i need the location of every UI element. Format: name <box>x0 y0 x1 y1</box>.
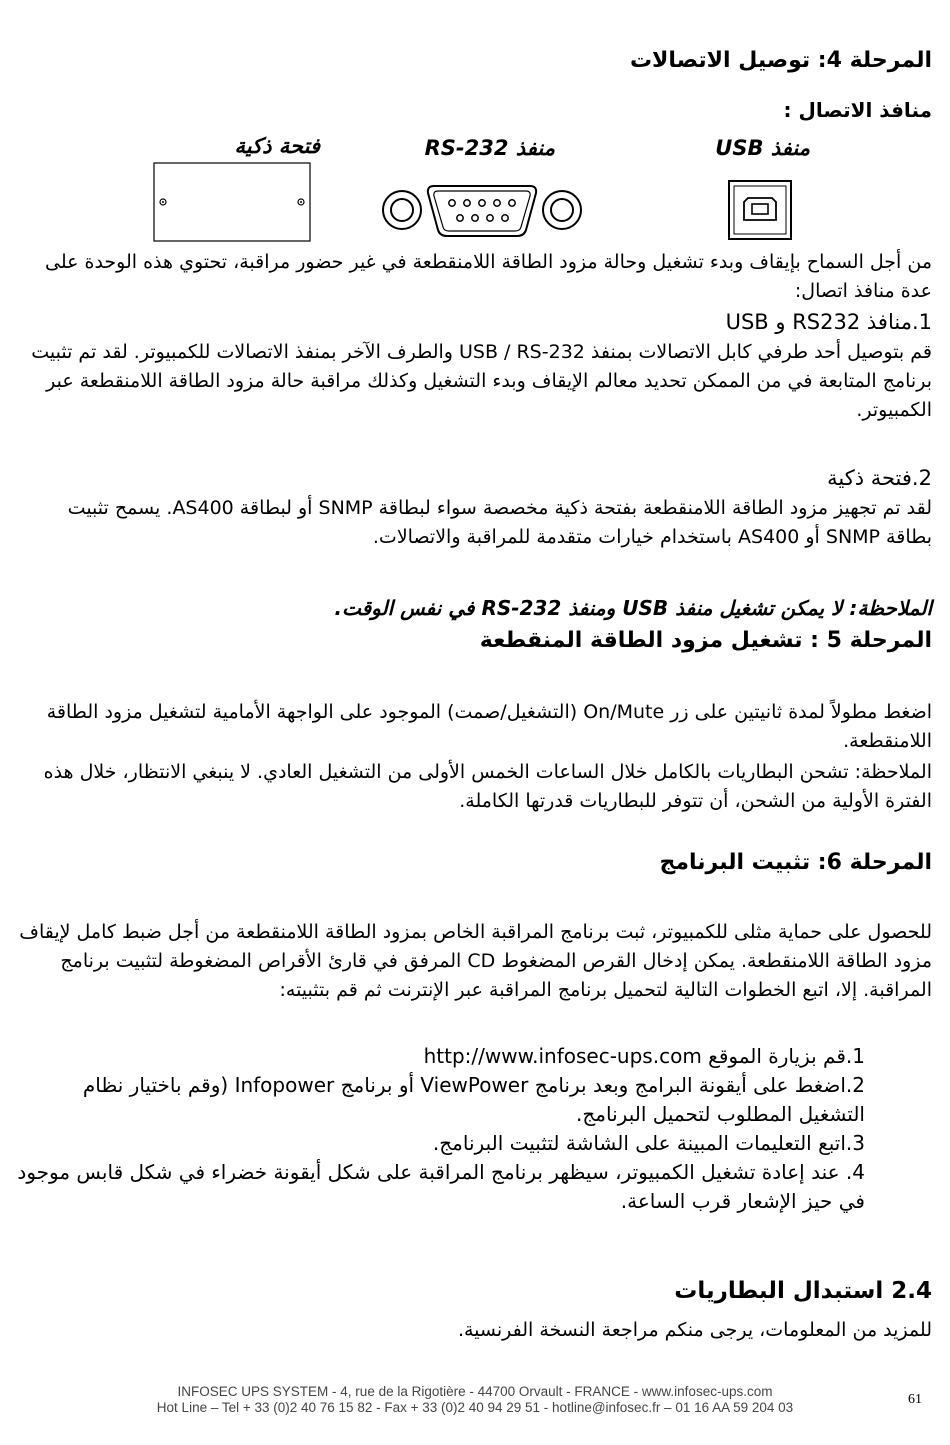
section24-text: للمزيد من المعلومات، يرجى منكم مراجعة النسخة الفرنسية. <box>457 1319 932 1341</box>
footer-address: INFOSEC UPS SYSTEM - 4, rue de la Rigotière - 44700 Orvault - FRANCE - www.infosec-ups.com <box>177 1384 773 1399</box>
install-step: 3.اتبع التعليمات المبينة على الشاشة لتثبيت البرنامج. <box>432 1131 865 1155</box>
item1-text: قم بتوصيل أحد طرفي كابل الاتصالات بمنفذ USB / RS-232 والطرف الآخر بمنفذ الاتصالات للكمبيوتر. لقد تم تثبيت برنامج المتابعة في من الممكن تحديد معالم الإيقاف وبدء التشغيل وكذلك مراقبة حالة مزود الطاقة اللامنقطعة عبر الكمبيوتر. <box>31 341 932 421</box>
install-step: 2.اضغط على أيقونة البرامج وبعد برنامج ViewPower أو برنامج Infopower (وقم باختيار نظام التشغيل المطلوب لتحميل البرنامج. <box>82 1073 865 1126</box>
section6-paragraph: للحصول على حماية مثلى للكمبيوتر، ثبت برنامج المراقبة الخاص بمزود الطاقة اللامنقطعة من أجل ضبط كامل لإيقاف مزود الطاقة اللامنقطعة. يمكن إدخال القرص المضغوط CD المرفق في قارئ الأقراص المضغوطة لتثبيت برنامج المراقبة. إلا، اتبع الخطوات التالية لتحميل برنامج المراقبة عبر الإنترنت ثم قم بتثبيته: <box>19 921 932 1001</box>
section5-title: المرحلة 5 : تشغيل مزود الطاقة المنقطعة <box>479 628 932 653</box>
install-steps-list <box>15 1042 865 1216</box>
rs232-port-label: منفذ RS-232 <box>424 136 555 160</box>
section5-paragraph: اضغط مطولاً لمدة ثانيتين على زر On/Mute (التشغيل/صمت) الموجود على الواجهة الأمامية لتشغيل مزود الطاقة اللامنقطعة. <box>46 701 932 752</box>
smart-slot-label: فتحة ذكية <box>234 134 320 158</box>
footer <box>60 1384 890 1416</box>
rs232-connector-icon <box>380 180 584 240</box>
item2-text: لقد تم تجهيز مزود الطاقة اللامنقطعة بفتحة ذكية مخصصة سواء لبطاقة SNMP أو لبطاقة AS400. يسمح تثبيت بطاقة SNMP أو AS400 باستخدام خيارات متقدمة للمراقبة والاتصالات. <box>67 497 932 548</box>
install-step: 1.قم بزيارة الموقع http://www.infosec-ups.com <box>423 1044 865 1068</box>
section4-title: المرحلة 4: توصيل الاتصالات <box>629 48 932 73</box>
ports-heading: منافذ الاتصال : <box>783 98 932 122</box>
section6-title: المرحلة 6: تثبيت البرنامج <box>659 850 932 875</box>
usb-port-icon <box>728 180 792 240</box>
footer-hotline: Hot Line – Tel + 33 (0)2 40 76 15 82 - Fax + 33 (0)2 40 94 29 51 - hotline@infosec.fr – 01 16 AA 59 204 03 <box>156 1400 794 1415</box>
item2-title: 2.فتحة ذكية <box>827 466 932 490</box>
item1-title: 1.منافذ RS232 و USB <box>725 310 932 334</box>
section24-title: 2.4 استبدال البطاريات <box>674 1278 932 1304</box>
note: الملاحظة: لا يمكن تشغيل منفذ USB ومنفذ RS-232 في نفس الوقت. <box>334 596 932 620</box>
section5-note: الملاحظة: تشحن البطاريات بالكامل خلال الساعات الخمس الأولى من التشغيل العادي. لا ينبغي الانتظار، خلال هذه الفترة الأولية من الشحن، أن تتوفر للبطاريات قدرتها الكاملة. <box>43 761 932 812</box>
page-number: 61 <box>908 1392 922 1407</box>
smart-slot-icon <box>153 162 311 242</box>
usb-port-label: منفذ USB <box>715 136 810 160</box>
ports-intro: من أجل السماح بإيقاف وبدء تشغيل وحالة مزود الطاقة اللامنقطعة في غير حضور مراقبة، تحتوي هذه الوحدة على عدة منافذ اتصال: <box>45 251 932 302</box>
install-step: 4. عند إعادة تشغيل الكمبيوتر، سيظهر برنامج المراقبة على شكل أيقونة خضراء في شكل قابس موجود في حيز الإشعار قرب الساعة. <box>17 1160 865 1213</box>
